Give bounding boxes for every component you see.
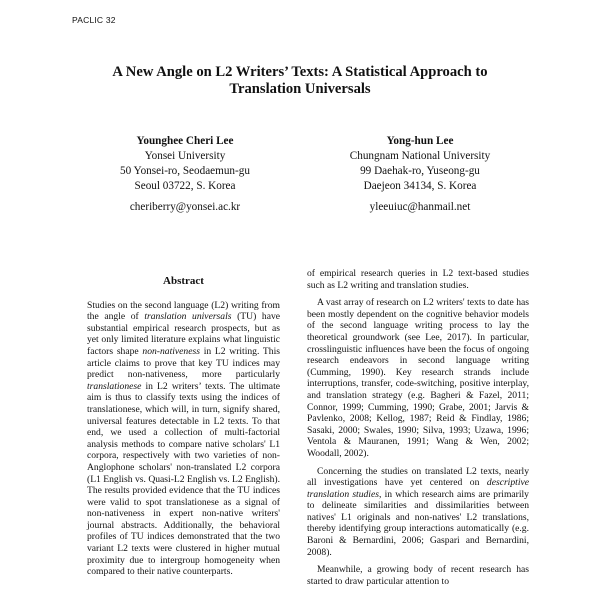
body-paragraph-1: of empirical research queries in L2 text-based studies such as L2 writing and translation studies. bbox=[307, 268, 529, 291]
author-address: 50 Yonsei-ro, Seodaemun-gu bbox=[120, 165, 250, 177]
abstract-column bbox=[87, 276, 280, 578]
author-name: Younghee Cheri Lee bbox=[136, 135, 234, 147]
author-email: cheriberry@yonsei.ac.kr bbox=[129, 201, 241, 213]
body-paragraph-4: Meanwhile, a growing body of recent research has started to draw particular attention to bbox=[307, 564, 529, 587]
conference-header: PACLIC 32 bbox=[72, 15, 116, 25]
author-address: 99 Daehak-ro, Yuseong-gu bbox=[360, 165, 480, 177]
body-paragraph-3: Concerning the studies on translated L2 texts, nearly all investigations have yet centered on descriptive translation studies, in which research aims are primarily to delineate similarities and dissimilarities between natives' L1 originals and non-natives' L2 translations, thereby identifying group interactions automatically (e.g. Baroni & Bernardini, 2006; Gaspari and Bernardini, 2008). bbox=[307, 465, 529, 558]
paper-title bbox=[60, 64, 540, 98]
author-block-2 bbox=[320, 134, 520, 215]
abstract-heading: Abstract bbox=[163, 275, 204, 287]
body-column bbox=[307, 268, 529, 587]
abstract-text: Studies on the second language (L2) writing from the angle of translation universals (TU) have substantial empirical research prospects, but as yet only limited literature explains what linguistic factors shape non-nativeness in L2 writing. This article claims to prove that key TU indices may predict non-nativeness, more particularly translationese in L2 writers’ texts. The ultimate aim is thus to classify texts using the indices of translationese, which will, in turn, signify shared, universal features detectable in L2 texts. To that end, we used a collection of multi-factorial analysis methods to compare native scholars' L1 corpora, respectively with two varieties of non-Anglophone scholars' non-translated L2 corpora (L1 English vs. Quasi-L2 English vs. L2 English). The results provided evidence that the TU indices were valid to spot translationese as a signal of non-nativeness in expert non-native writers' journal abstracts. Additionally, the behavioral profiles of TU indices demonstrated that the two variant L2 texts were clustered in higher mutual proximity due to intergroup homogeneity when compared to their native counterparts. bbox=[87, 299, 281, 578]
author-email: yleeuiuc@hanmail.net bbox=[369, 201, 471, 213]
body-paragraph-2: A vast array of research on L2 writers' texts to date has been mostly dependent on the cognitive behavior models of the second language writing process to lay the theoretical groundwork (see Lee, 2017). In particular, crosslinguistic influences have been the focus of ongoing research endeavors in second language writing (Cumming, 1990). Key research strands include interruptions, transfer, code-switching, positive interplay, and translation strategy (e.g. Bagheri & Fazel, 2011; Connor, 1999; Cumming, 1990; Grabe, 2001; Jarvis & Pavlenko, 2008; Kellog, 1987; Reid & Findlay, 1986; Sasaki, 2000; Swales, 1990; Silva, 1993; Uzawa, 1996; Ventola & Mauranen, 1991; Wang & Wen, 2002; Woodall, 2002). bbox=[307, 297, 529, 459]
author-address-city: Daejeon 34134, S. Korea bbox=[363, 180, 477, 192]
author-affiliation: Chungnam National University bbox=[349, 150, 491, 162]
author-name: Yong-hun Lee bbox=[386, 135, 454, 147]
title-line-2: Translation Universals bbox=[229, 81, 371, 97]
author-address-city: Seoul 03722, S. Korea bbox=[134, 180, 236, 192]
author-block-1 bbox=[85, 134, 285, 215]
title-line-1: A New Angle on L2 Writers’ Texts: A Statistical Approach to bbox=[112, 64, 488, 80]
author-affiliation: Yonsei University bbox=[144, 150, 226, 162]
